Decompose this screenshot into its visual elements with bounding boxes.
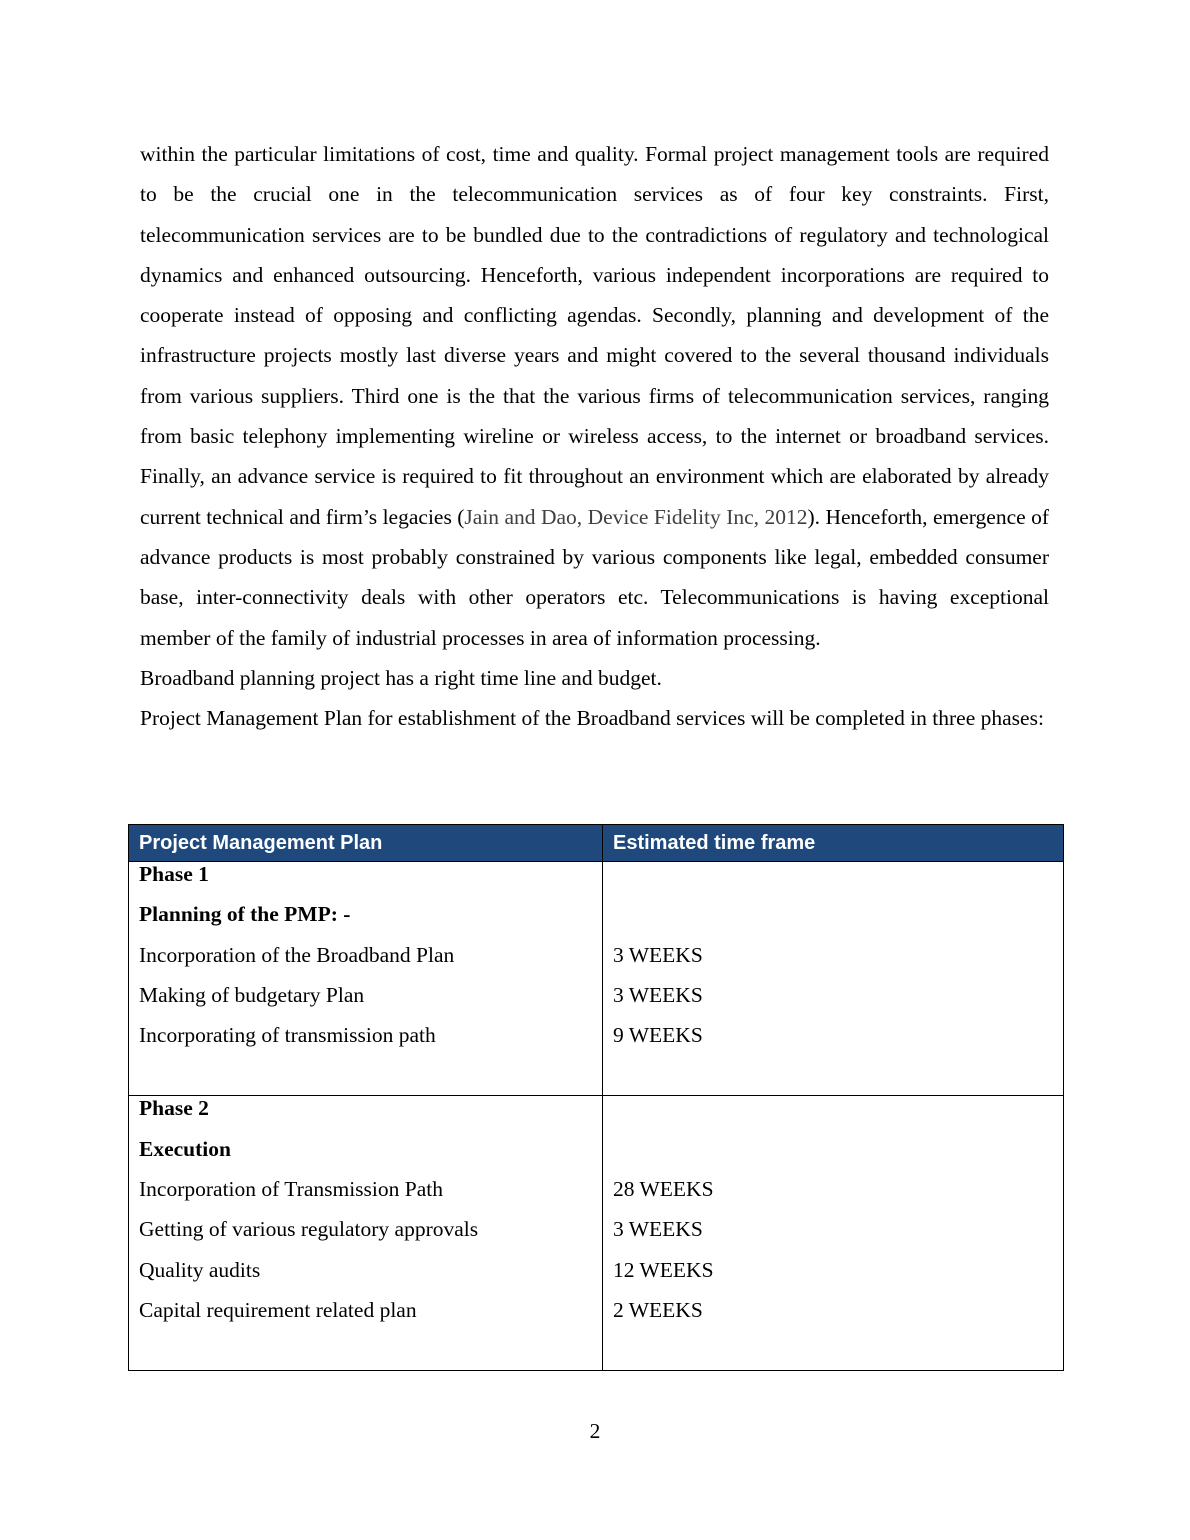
paragraph-budget: Broadband planning project has a right time line and budget.: [140, 665, 662, 690]
project-plan-table: [128, 824, 1064, 1371]
phase-2-tasks-cell: [129, 1096, 603, 1371]
body-text: [140, 134, 1049, 738]
page-number: 2: [589, 1419, 601, 1443]
task-duration: 3 WEEKS: [613, 1217, 703, 1242]
phase-2-durations-cell: [603, 1096, 1064, 1371]
citation: Jain and Dao, Device Fidelity Inc, 2012: [464, 504, 808, 529]
phase-label: Phase 1: [139, 862, 209, 886]
task-name: Incorporating of transmission path: [139, 1023, 436, 1048]
phase-1-tasks-cell: [129, 862, 603, 1096]
phase-label: Phase 2: [139, 1096, 209, 1121]
phase-title: Planning of the PMP: -: [139, 902, 351, 927]
task-duration: 2 WEEKS: [613, 1297, 703, 1322]
task-duration: 12 WEEKS: [613, 1257, 714, 1282]
table-row-phase-2: [129, 1096, 1064, 1371]
phase-1-durations-cell: [603, 862, 1064, 1096]
column-header-plan: Project Management Plan: [129, 825, 603, 862]
paragraph-constraints: [140, 134, 1049, 658]
task-duration: 3 WEEKS: [613, 982, 703, 1007]
task-name: Quality audits: [139, 1257, 261, 1282]
task-duration: 28 WEEKS: [613, 1177, 714, 1202]
task-name: Incorporation of the Broadband Plan: [139, 942, 455, 967]
task-name: Making of budgetary Plan: [139, 982, 365, 1007]
phase-title: Execution: [139, 1136, 231, 1161]
task-name: Capital requirement related plan: [139, 1297, 417, 1322]
task-duration: 9 WEEKS: [613, 1023, 703, 1048]
task-duration: 3 WEEKS: [613, 942, 703, 967]
paragraph-phases-intro: Project Management Plan for establishment of the Broadband services will be completed in three phases:: [140, 706, 1044, 731]
table-row-phase-1: [129, 862, 1064, 1096]
column-header-time-frame: Estimated time frame: [603, 825, 1064, 862]
paragraph-text: within the particular limitations of cost, time and quality. Formal project management tools are required to be the crucial one in the telecommunication services as of four key constraints. First, telecommunication services are to be bundled due to the contradictions of regulatory and technological dynamics and enhanced outsourcing. Henceforth, various independent incorporations are required to cooperate instead of opposing and conflicting agendas. Secondly, planning and development of the infrastructure projects mostly last diverse years and might covered to the several thousand individuals from various suppliers. Third one is the that the various firms of telecommunication services, ranging from basic telephony implementing wireline or wireless access, to the internet or broadband services. Finally, an advance service is required to fit throughout an environment which are elaborated by already current technical and firm’s legacies (: [140, 142, 1049, 529]
task-name: Getting of various regulatory approvals: [139, 1217, 479, 1242]
task-name: Incorporation of Transmission Path: [139, 1177, 443, 1202]
paragraph-text: ). Henceforth, emergence of advance products is most probably constrained by various components like legal, embedded consumer base, inter-connectivity deals with other operators etc. Telecommunications is having exceptional member of the family of industrial processes in area of information processing.: [140, 504, 1049, 650]
